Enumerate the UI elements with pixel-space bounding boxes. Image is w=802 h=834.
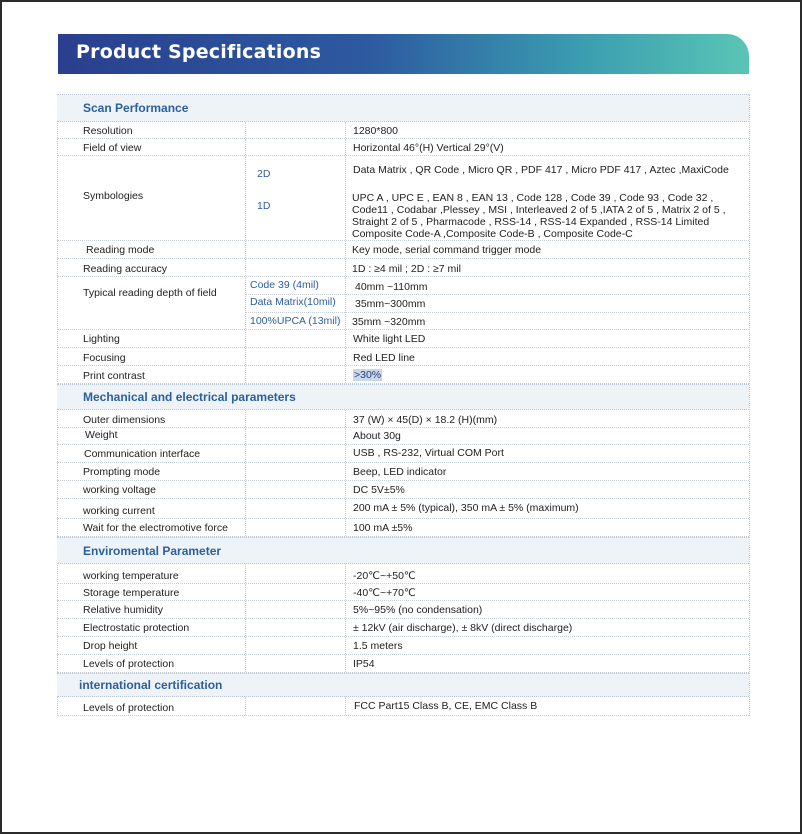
row-label: working temperature [83,570,179,582]
table-row [57,445,749,463]
row-value: Key mode, serial command trigger mode [352,244,542,256]
row-label: Weight [85,429,118,441]
row-label: Storage temperature [83,587,180,599]
table-row-symbologies [57,156,749,241]
row-value: 100 mA ±5% [353,522,413,534]
sub-label-1d: 1D [257,200,271,212]
row-value: DC 5V±5% [353,484,405,496]
symbologies-2d-value: Data Matrix , QR Code , Micro QR , PDF 417 , Micro PDF 417 , Aztec ,MaxiCode [353,164,729,176]
row-label: Print contrast [83,370,145,382]
row-label: Relative humidity [83,604,163,616]
row-label: Lighting [83,333,120,345]
row-value: 1.5 meters [353,640,403,652]
row-label: Typical reading depth of field [83,287,217,299]
table-row [57,366,749,384]
table-row [57,601,749,619]
row-value: -40℃~+70℃ [353,587,416,599]
table-row [57,348,749,366]
sub-label-2d: 2D [257,168,271,180]
table-row [57,499,749,519]
table-row [57,697,749,716]
table-row [57,122,749,139]
row-value: Horizontal 46°(H) Vertical 29°(V) [353,142,504,154]
row-label: Electrostatic protection [83,622,190,634]
table-row [57,481,749,499]
row-value: 200 mA ± 5% (typical), 350 mA ± 5% (maximum) [353,502,579,514]
section-header-cert [57,673,749,697]
section-title: Scan Performance [83,101,189,115]
table-row [57,519,749,537]
row-value: 5%~95% (no condensation) [353,604,483,616]
table-row [57,259,749,277]
row-value: Red LED line [353,352,415,364]
section-header-env [57,537,749,564]
row-value: 1280*800 [353,125,398,137]
table-row-depth [57,277,749,330]
row-label: Reading accuracy [83,263,168,275]
table-row [57,619,749,637]
row-label: Wait for the electromotive force [83,522,228,534]
row-label: Levels of protection [83,658,175,670]
row-value: IP54 [353,658,375,670]
row-label: Reading mode [86,244,155,256]
header-banner [58,34,749,74]
row-label: Prompting mode [83,466,161,478]
section-title: Mechanical and electrical parameters [83,390,296,404]
table-row [57,655,749,673]
row-label: Communication interface [84,448,201,460]
section-header-mech [57,384,749,410]
table-row [57,428,749,445]
sub-label: Data Matrix(10mil) [250,296,336,308]
row-value: 1D : ≥4 mil ; 2D : ≥7 mil [352,263,461,275]
row-value: -20℃~+50℃ [353,570,416,582]
row-value: >30% [354,369,382,381]
row-value: White light LED [353,333,426,345]
page-title: Product Specifications [76,41,322,63]
table-row [57,330,749,348]
row-label: working current [83,505,155,517]
row-value: 35mm~300mm [355,298,426,310]
table-row [57,463,749,481]
table-row [57,637,749,655]
row-value: 40mm ~110mm [355,281,428,293]
table-row [57,139,749,156]
row-label: working voltage [83,484,156,496]
row-label: Resolution [83,125,133,137]
table-row [57,564,749,584]
sub-label: Code 39 (4mil) [250,279,319,291]
sub-label: 100%UPCA (13mil) [250,315,341,327]
row-value: 35mm ~320mm [352,316,426,328]
row-value: 37 (W) × 45(D) × 18.2 (H)(mm) [353,414,498,426]
row-label: Drop height [83,640,138,652]
table-row [57,410,749,428]
symbologies-1d-value: UPC A , UPC E , EAN 8 , EAN 13 , Code 128 , Code 39 , Code 93 , Code 32 , Code11 , Codabar ,Plessey , MSI , Interleaved 2 of 5 ,IATA 2 of 5 , Matrix 2 of 5 , Straight 2 of 5 , Pharmacode , RSS-14 , RSS-14 Expanded , RSS-14 Limited Composite Code-A ,Composite Code-B , Composite Code-C [352,192,726,240]
row-label: Field of view [83,142,142,154]
section-title: international certification [79,678,223,692]
section-title: Enviromental Parameter [83,543,222,558]
table-row [57,241,749,259]
row-label: Symbologies [83,190,144,202]
section-header-scan [57,94,749,122]
row-value: FCC Part15 Class B, CE, EMC Class B [354,700,538,712]
row-label: Focusing [83,352,126,364]
table-border-right [749,94,750,716]
row-label: Levels of protection [83,702,175,714]
row-value: About 30g [353,430,401,442]
row-label: Outer dimensions [83,414,166,426]
row-value: Beep, LED indicator [353,466,447,478]
table-row [57,584,749,601]
row-value: ± 12kV (air discharge), ± 8kV (direct discharge) [353,622,573,634]
row-value: USB , RS-232, Virtual COM Port [353,447,504,459]
